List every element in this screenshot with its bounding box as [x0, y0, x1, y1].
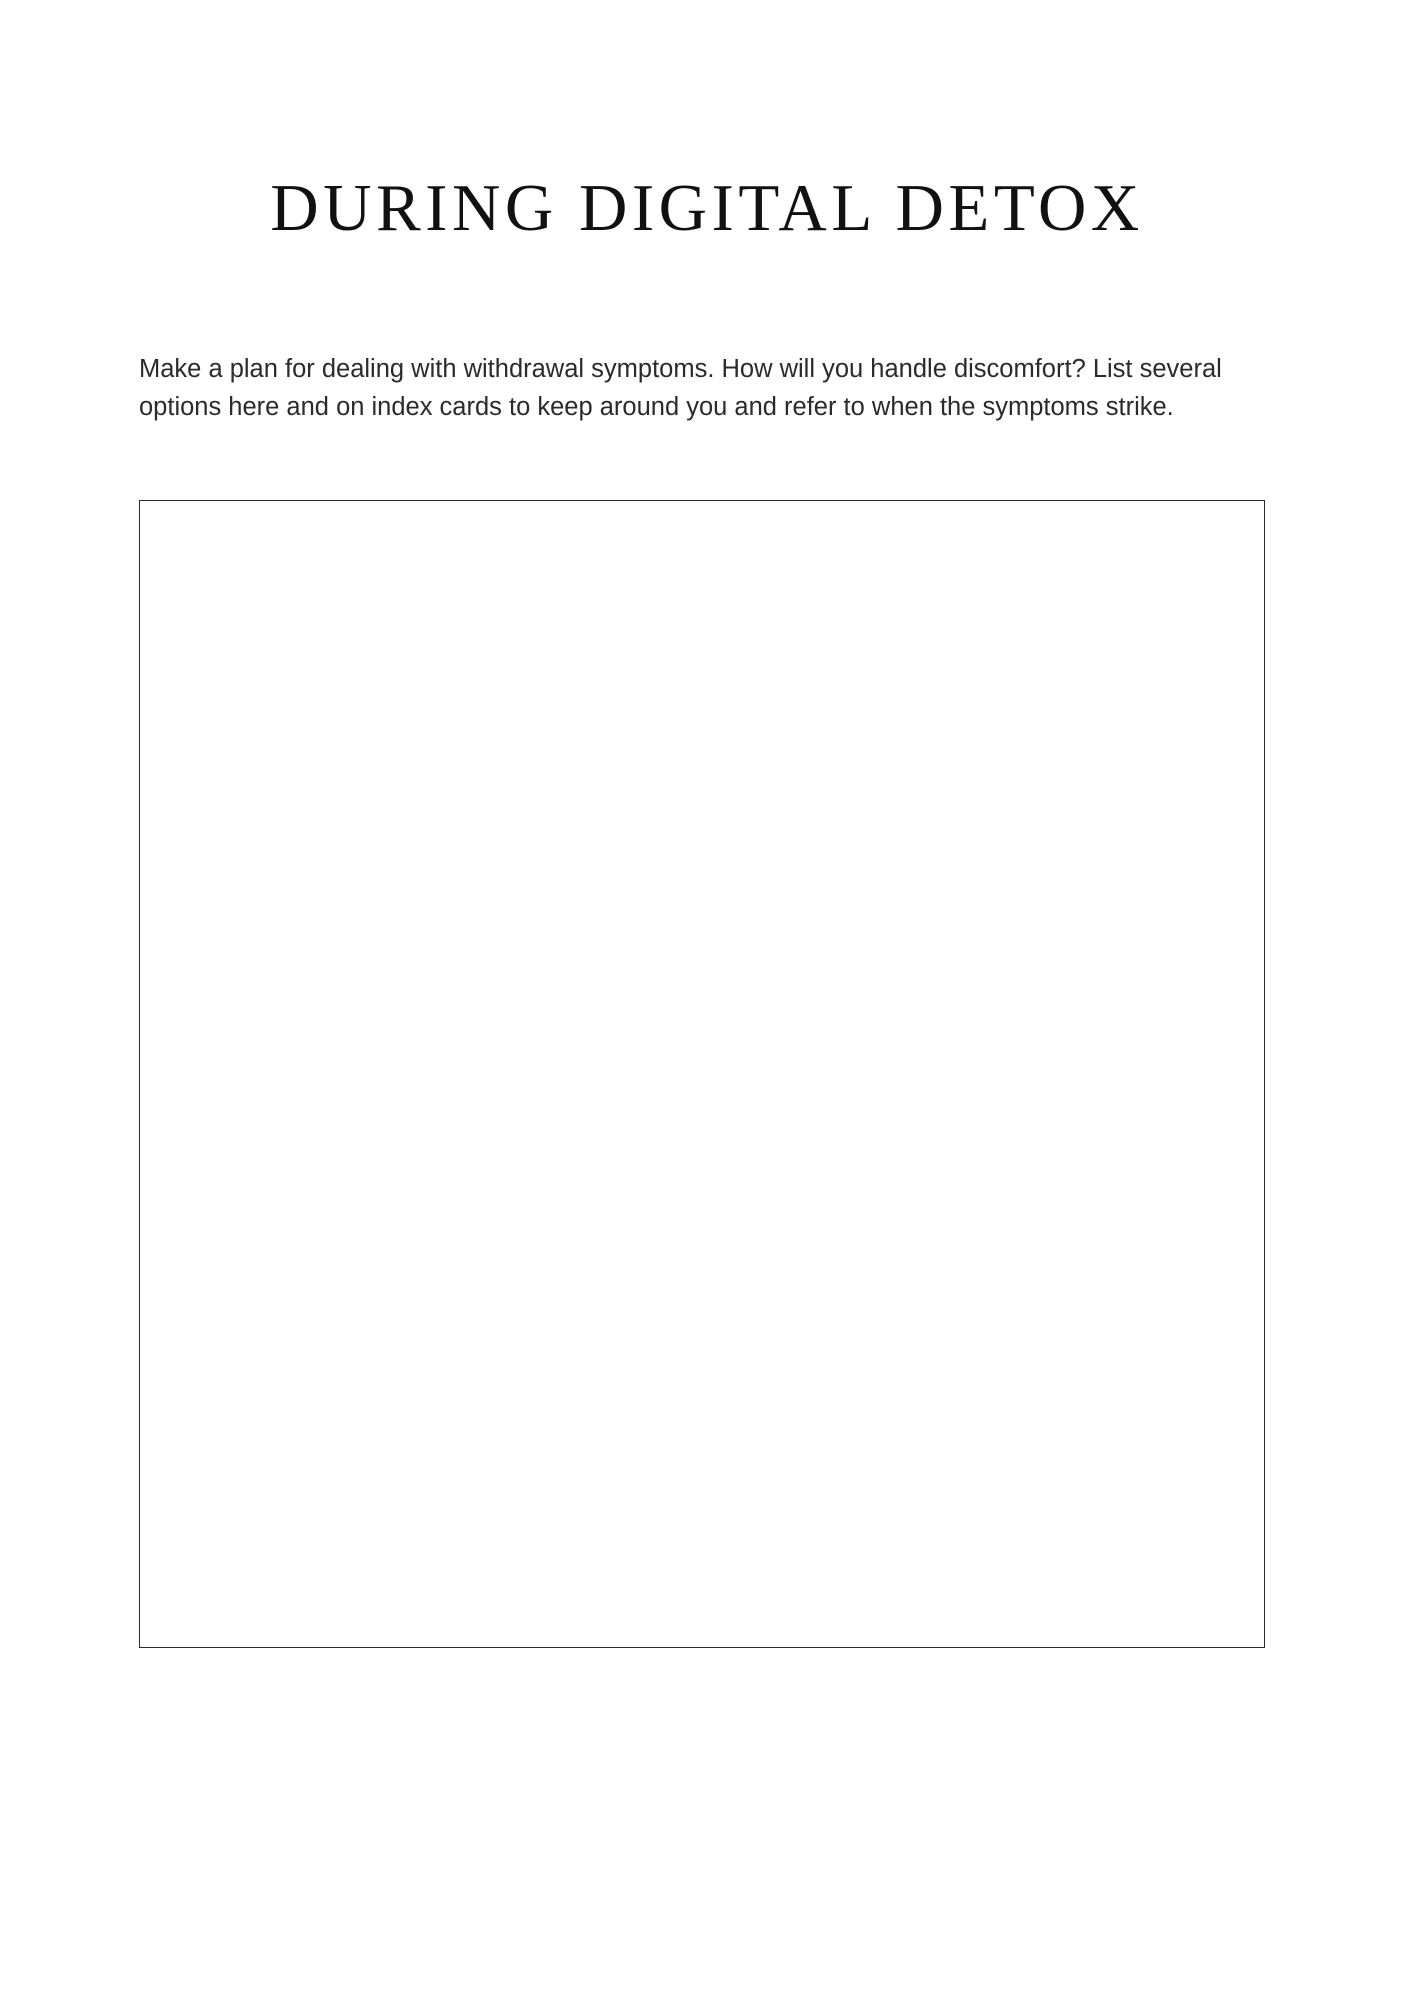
instructions-text: Make a plan for dealing with withdrawal symptoms. How will you handle discomfort? List several options here and on index cards to keep around you and refer to when the symptoms strike.: [139, 354, 1222, 422]
response-input[interactable]: [140, 501, 1264, 1647]
page-title: DURING DIGITAL DETOX: [270, 170, 1144, 245]
response-box[interactable]: [139, 500, 1265, 1648]
